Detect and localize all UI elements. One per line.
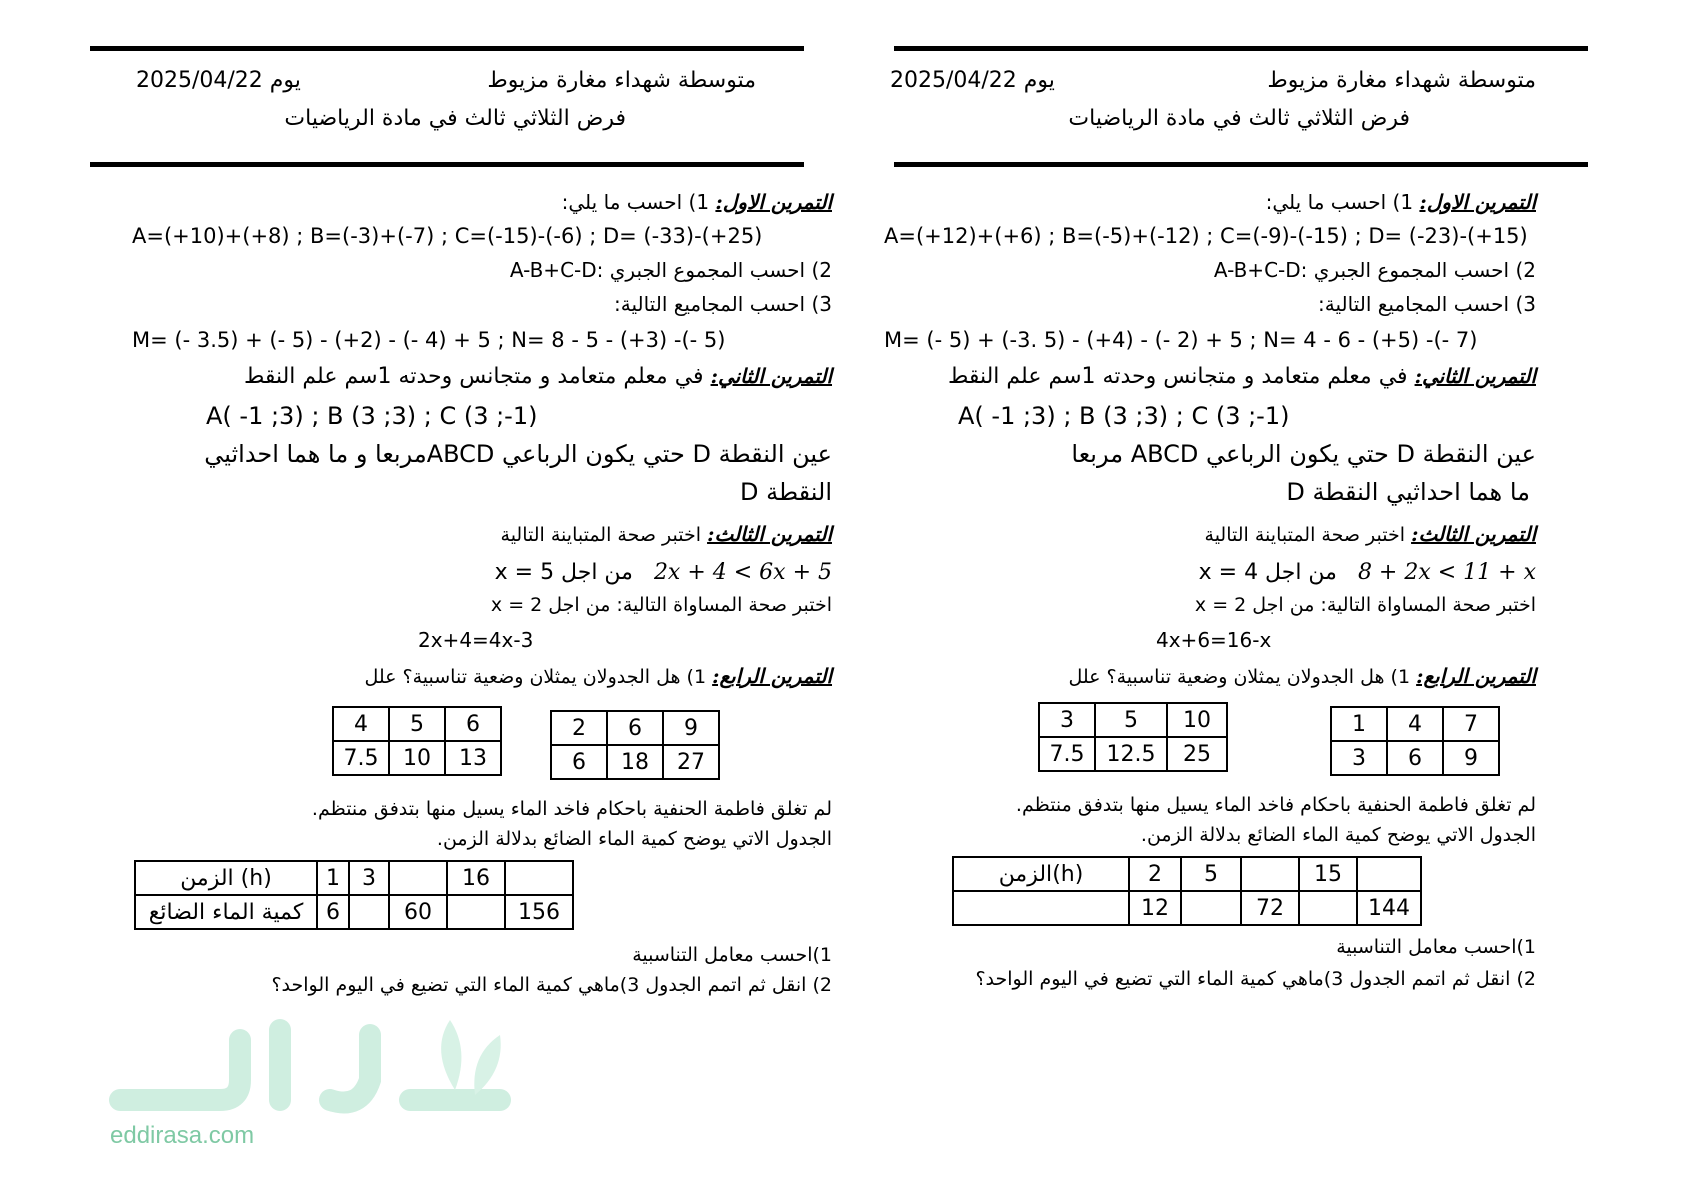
watermark-text: eddirasa.com — [110, 1122, 255, 1149]
exam-sheet-right — [880, 0, 1640, 1191]
table-cell: 2 — [551, 711, 607, 745]
exercise-4-q1: 1) هل الجدولان يمثلان وضعية تناسبية؟ علل — [1068, 666, 1411, 688]
exercise-4-paragraph-1: لم تغلق فاطمة الحنفية باحكام فاخد الماء يسيل منها بتدفق منتظم. — [1015, 794, 1536, 816]
water-table-label — [953, 891, 1129, 925]
table-cell — [349, 895, 389, 929]
table-cell: 1 — [1331, 707, 1387, 741]
exercise-2-line2: النقطة D — [739, 478, 832, 506]
exercise-1-expressions: A=(+12)+(+6) ; B=(-5)+(-12) ; C=(-9)-(-15) ; D= (-23)-(+15) — [884, 224, 1528, 248]
exam-title: فرض الثلاثي ثالث في مادة الرياضيات — [1068, 106, 1410, 131]
table-cell: 9 — [663, 711, 719, 745]
exercise-3-title: التمرين الثالث: — [1411, 522, 1536, 546]
exercise-3-inequality: 2x + 4 < 6x + 5 — [653, 560, 832, 585]
exercise-2-points: A( -1 ;3) ; B (3 ;3) ; C (3 ;-1) — [958, 402, 1290, 430]
exercise-1-sums: M= (- 5) + (-3. 5) - (+4) - (- 2) + 5 ; N= 4 - 6 - (+5) -(- 7) — [884, 328, 1478, 352]
table-cell: 6 — [1387, 741, 1443, 775]
exercise-1-q1: 1) احسب ما يلي: — [561, 190, 710, 214]
exercise-4-heading — [1068, 662, 1536, 690]
exercise-4-answer-1: 1)احسب معامل التناسبية — [1336, 936, 1536, 958]
table-cell: 9 — [1443, 741, 1499, 775]
table-cell: 60 — [389, 895, 447, 929]
exercise-4-title: التمرين الرابع: — [1416, 664, 1536, 688]
table-cell: 13 — [445, 741, 501, 775]
exercise-2-line1: عين النقطة D حتي يكون الرباعي ABCD مربعا — [1071, 440, 1536, 468]
exercise-2-text: في معلم متعامد و متجانس وحدته 1سم علم النقط — [243, 364, 704, 389]
school-name: متوسطة شهداء مغارة مزيوط — [1267, 68, 1536, 93]
table-cell: 12 — [1129, 891, 1181, 925]
exercise-1-title: التمرين الاول: — [1419, 190, 1536, 214]
exercise-1-q1: 1) احسب ما يلي: — [1265, 190, 1414, 214]
table-cell: 2 — [1129, 857, 1181, 891]
header-top-rule — [894, 46, 1588, 51]
table-cell — [1241, 857, 1299, 891]
table-cell — [505, 861, 573, 895]
table-cell — [1357, 857, 1421, 891]
exercise-4-paragraph-2: الجدول الاتي يوضح كمية الماء الضائع بدلالة الزمن. — [1140, 824, 1536, 846]
table-cell: 10 — [389, 741, 445, 775]
header-bottom-rule — [90, 162, 804, 167]
exercise-3-text2: اختبر صحة المساواة التالية: من اجل x = 2 — [1194, 594, 1536, 616]
exercise-1-q3: 3) احسب المجاميع التالية: — [1318, 292, 1536, 316]
exercise-2-line2: ما هما احداثيي النقطة D — [1286, 478, 1530, 506]
exercise-1-q2: 2) احسب المجموع الجبري :A-B+C-D — [509, 258, 832, 282]
exercise-4-answer-2: 2) انقل ثم اتمم الجدول 3)ماهي كمية الماء التي تضيع في اليوم الواحد؟ — [271, 974, 832, 996]
table-cell: 12.5 — [1095, 737, 1167, 771]
exercise-4-heading — [364, 662, 832, 690]
exercise-4-paragraph-1: لم تغلق فاطمة الحنفية باحكام فاخد الماء يسيل منها بتدفق منتظم. — [311, 798, 832, 820]
exercise-2-text: في معلم متعامد و متجانس وحدته 1سم علم النقط — [947, 364, 1408, 389]
exercise-2-points: A( -1 ;3) ; B (3 ;3) ; C (3 ;-1) — [206, 402, 538, 430]
exam-title: فرض الثلاثي ثالث في مادة الرياضيات — [284, 106, 626, 131]
table-cell: 4 — [1387, 707, 1443, 741]
exercise-4-title: التمرين الرابع: — [712, 664, 832, 688]
exercise-1-heading — [562, 188, 832, 216]
exercise-2-line1: عين النقطة D حتي يكون الرباعي ABCDمربعا و ما هما احداثيي — [204, 440, 832, 468]
exercise-4-q1: 1) هل الجدولان يمثلان وضعية تناسبية؟ علل — [364, 666, 707, 688]
exercise-4-answer-1: 1)احسب معامل التناسبية — [632, 944, 832, 966]
table-cell: 16 — [447, 861, 505, 895]
exercise-3-inequality-line — [495, 558, 832, 588]
exercise-1-heading — [1266, 188, 1536, 216]
table-cell: 7 — [1443, 707, 1499, 741]
water-table-label: الزمن(h) — [953, 857, 1129, 891]
table-cell: 144 — [1357, 891, 1421, 925]
exercise-1-title: التمرين الاول: — [715, 190, 832, 214]
table-cell: 15 — [1299, 857, 1357, 891]
proportion-table-a — [332, 706, 502, 776]
exercise-1-expressions: A=(+10)+(+8) ; B=(-3)+(-7) ; C=(-15)-(-6) ; D= (-33)-(+25) — [132, 224, 763, 248]
water-table-label: كمية الماء الضائع — [135, 895, 317, 929]
table-cell: 6 — [607, 711, 663, 745]
water-table-label: الزمن (h) — [135, 861, 317, 895]
exercise-3-equation: 4x+6=16-x — [1156, 628, 1272, 652]
table-cell: 25 — [1167, 737, 1227, 771]
exercise-3-heading — [501, 520, 832, 548]
table-cell — [1181, 891, 1241, 925]
table-cell: 5 — [389, 707, 445, 741]
table-cell: 7.5 — [333, 741, 389, 775]
table-cell: 1 — [317, 861, 349, 895]
table-cell: 156 — [505, 895, 573, 929]
exercise-3-condition: من اجل x = 5 — [494, 560, 633, 585]
school-name: متوسطة شهداء مغارة مزيوط — [487, 68, 756, 93]
table-cell: 6 — [551, 745, 607, 779]
exercise-3-text2: اختبر صحة المساواة التالية: من اجل x = 2 — [490, 594, 832, 616]
proportion-table-b — [1330, 706, 1500, 776]
table-cell: 6 — [317, 895, 349, 929]
header-top-rule — [90, 46, 804, 51]
exam-date: يوم 2025/04/22 — [890, 68, 1055, 93]
table-cell: 5 — [1181, 857, 1241, 891]
table-cell — [1299, 891, 1357, 925]
water-loss-table — [134, 860, 574, 930]
table-cell: 27 — [663, 745, 719, 779]
exercise-3-title: التمرين الثالث: — [707, 522, 832, 546]
exercise-3-heading — [1205, 520, 1536, 548]
exercise-3-text: اختبر صحة المتباينة التالية — [1204, 524, 1406, 546]
exercise-2-title: التمرين الثاني: — [710, 364, 832, 388]
exercise-3-condition: من اجل x = 4 — [1198, 560, 1337, 585]
table-cell: 3 — [1039, 703, 1095, 737]
water-loss-table — [952, 856, 1422, 926]
exercise-3-inequality: 8 + 2x < 11 + x — [1357, 560, 1536, 585]
exercise-3-inequality-line — [1199, 558, 1536, 588]
exercise-2-title: التمرين الثاني: — [1414, 364, 1536, 388]
proportion-table-a — [1038, 702, 1228, 772]
table-cell: 6 — [445, 707, 501, 741]
table-cell: 18 — [607, 745, 663, 779]
exercise-4-answer-2: 2) انقل ثم اتمم الجدول 3)ماهي كمية الماء التي تضيع في اليوم الواحد؟ — [975, 968, 1536, 990]
table-cell — [447, 895, 505, 929]
header-bottom-rule — [894, 162, 1588, 167]
table-cell — [389, 861, 447, 895]
exam-date: يوم 2025/04/22 — [136, 68, 301, 93]
exercise-1-sums: M= (- 3.5) + (- 5) - (+2) - (- 4) + 5 ; N= 8 - 5 - (+3) -(- 5) — [132, 328, 726, 352]
table-cell: 7.5 — [1039, 737, 1095, 771]
exercise-3-text: اختبر صحة المتباينة التالية — [500, 524, 702, 546]
exercise-3-equation: 2x+4=4x-3 — [418, 628, 534, 652]
proportion-table-b — [550, 710, 720, 780]
exercise-1-q3: 3) احسب المجاميع التالية: — [614, 292, 832, 316]
table-cell: 5 — [1095, 703, 1167, 737]
exercise-2-heading — [948, 362, 1536, 392]
exercise-2-heading — [244, 362, 832, 392]
exercise-1-q2: 2) احسب المجموع الجبري :A-B+C-D — [1213, 258, 1536, 282]
table-cell: 72 — [1241, 891, 1299, 925]
exercise-4-paragraph-2: الجدول الاتي يوضح كمية الماء الضائع بدلالة الزمن. — [436, 828, 832, 850]
table-cell: 3 — [1331, 741, 1387, 775]
eddirasa-logo-icon — [100, 1010, 520, 1120]
table-cell: 4 — [333, 707, 389, 741]
table-cell: 10 — [1167, 703, 1227, 737]
table-cell: 3 — [349, 861, 389, 895]
